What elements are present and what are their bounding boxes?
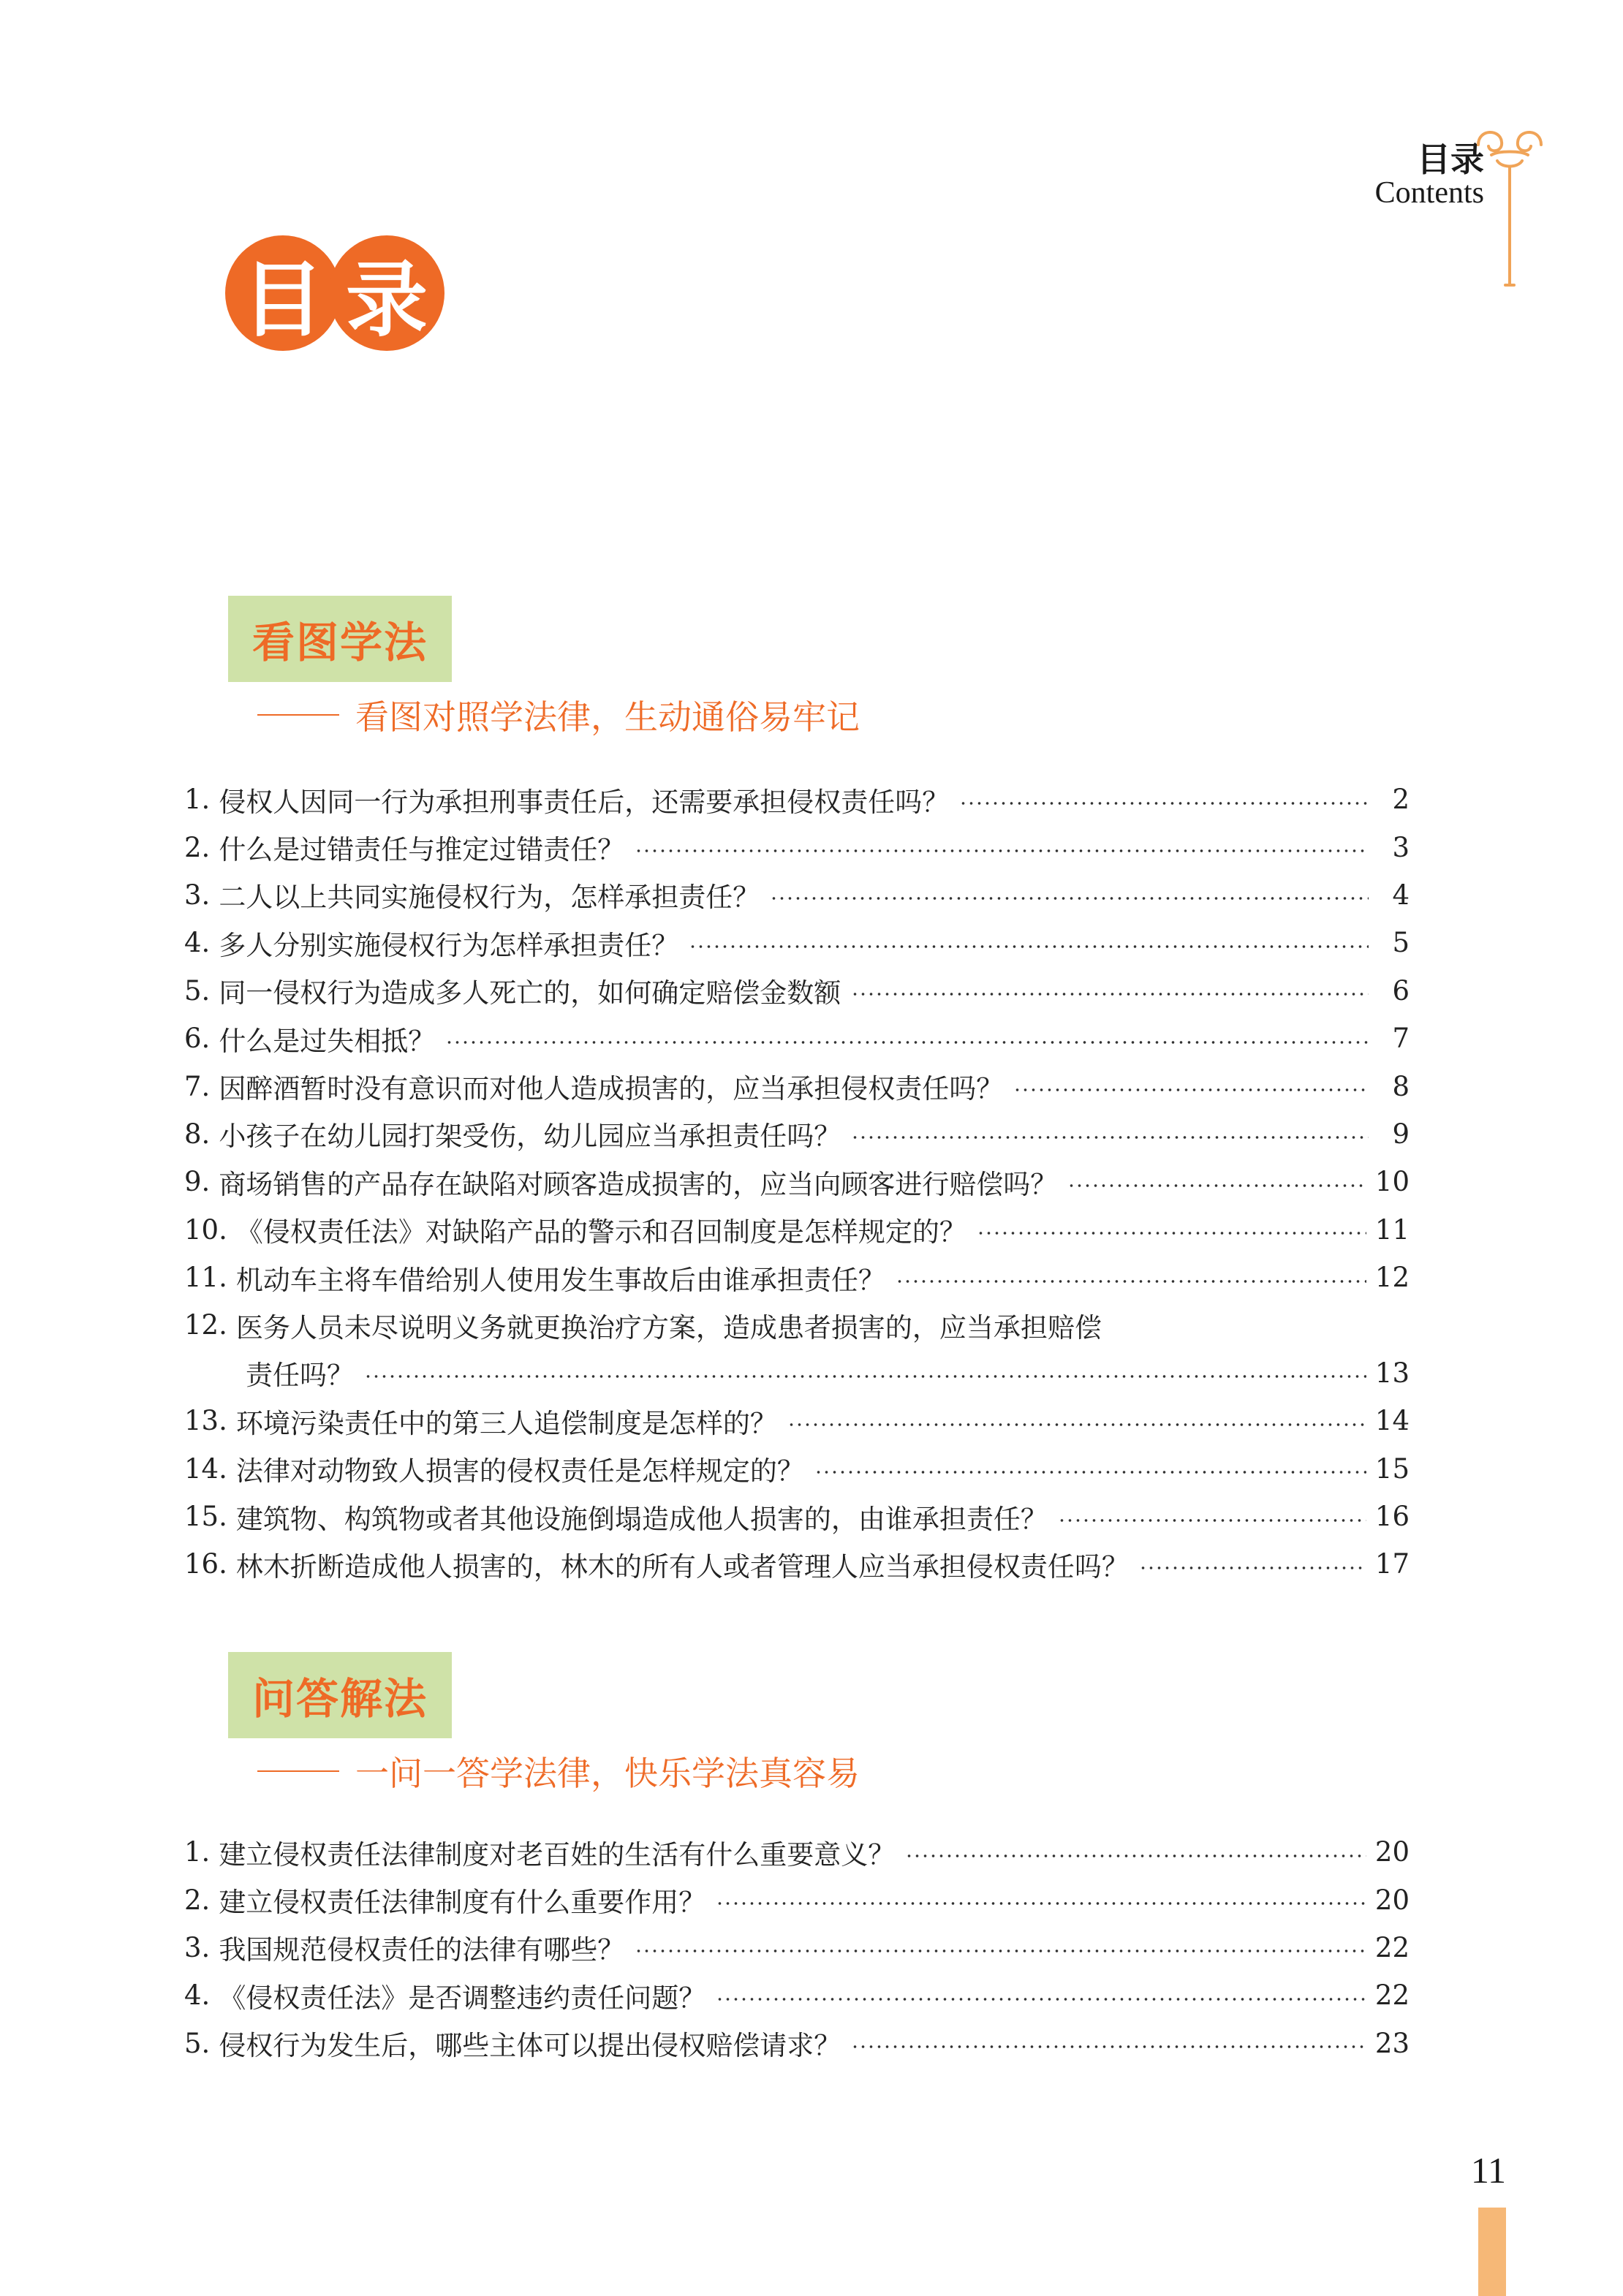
toc-entry-number: 10. [184, 1213, 227, 1246]
toc-entry-title: 《侵权责任法》是否调整违约责任问题？ [219, 1982, 706, 2014]
dot-leader [959, 800, 1369, 806]
dot-leader [364, 1374, 1366, 1379]
toc-entry[interactable] [184, 776, 1410, 823]
toc-entry-title: 机动车主将车借给别人使用发生事故后由谁承担责任？ [235, 1264, 885, 1296]
toc-entry-number: 9. [184, 1166, 211, 1198]
toc-entry-title: 二人以上共同实施侵权行为，怎样承担责任？ [219, 882, 760, 914]
toc-entry[interactable] [184, 1971, 1410, 2019]
toc-list [184, 1828, 1410, 2067]
toc-entry[interactable] [184, 1062, 1410, 1110]
page-number: 11 [1470, 2150, 1506, 2191]
toc-entry-title: 侵权行为发生后，哪些主体可以提出侵权赔偿请求？ [219, 2030, 841, 2062]
dot-leader [1139, 1565, 1366, 1571]
dot-leader [716, 1996, 1366, 2002]
toc-entry-number: 3. [184, 879, 211, 911]
toc-entry[interactable] [184, 1444, 1410, 1492]
toc-entry[interactable] [184, 1828, 1410, 1876]
running-header-title: 目录 [1417, 140, 1484, 179]
toc-entry-page: 3 [1392, 831, 1410, 863]
toc-entry-page: 7 [1392, 1023, 1410, 1055]
dot-leader [1013, 1087, 1369, 1093]
dot-leader [896, 1278, 1366, 1284]
toc-entry-page: 2 [1392, 784, 1410, 816]
toc-entry-title: 医务人员未尽说明义务就更换治疗方案，造成患者损害的，应当承担赔偿 [235, 1311, 1102, 1344]
toc-entry-page: 8 [1392, 1070, 1410, 1102]
section-tag: 看图学法 [228, 596, 452, 682]
toc-entry[interactable] [184, 1397, 1410, 1444]
toc-entry-page: 12 [1374, 1262, 1410, 1294]
toc-entry-number: 2. [184, 1884, 211, 1916]
toc-entry[interactable] [184, 1254, 1410, 1301]
toc-entry-title: 小孩子在幼儿园打架受伤，幼儿园应当承担责任吗？ [219, 1121, 841, 1153]
toc-entry[interactable] [184, 967, 1410, 1015]
toc-entry-page: 22 [1374, 1979, 1410, 2012]
toc-entry-page: 16 [1374, 1501, 1410, 1533]
toc-entry-page: 5 [1392, 927, 1410, 959]
toc-entry-title: 多人分别实施侵权行为怎样承担责任？ [219, 929, 679, 961]
toc-entry-title: 法律对动物致人损害的侵权责任是怎样规定的？ [235, 1455, 804, 1488]
toc-entry[interactable] [184, 1493, 1410, 1540]
toc-entry-page: 23 [1374, 2027, 1410, 2059]
dot-leader [635, 1948, 1366, 1954]
dot-leader [1067, 1183, 1366, 1189]
section-subtitle [257, 693, 860, 737]
toc-entry-number: 16. [184, 1548, 227, 1580]
toc-entry-number: 11. [184, 1262, 227, 1294]
toc-entry-page: 9 [1392, 1118, 1410, 1150]
toc-entry-page: 14 [1374, 1405, 1410, 1437]
toc-entry[interactable] [184, 1349, 1410, 1397]
toc-entry-page: 15 [1374, 1452, 1410, 1485]
toc-entry-title: 建立侵权责任法律制度有什么重要作用？ [219, 1887, 706, 1919]
toc-entry-title: 《侵权责任法》对缺陷产品的警示和召回制度是怎样规定的？ [235, 1216, 966, 1249]
toc-entry-page: 22 [1374, 1931, 1410, 1963]
toc-entry[interactable] [184, 1876, 1410, 1923]
toc-list [184, 776, 1410, 1588]
toc-entry-number: 4. [184, 1979, 211, 2012]
toc-entry[interactable] [184, 1206, 1410, 1254]
running-header-subtitle: Contents [1374, 176, 1484, 210]
page-heading [225, 235, 459, 352]
dot-leader [851, 2044, 1366, 2050]
toc-entry-number: 13. [184, 1405, 227, 1437]
dot-leader [905, 1853, 1366, 1859]
toc-entry-title: 侵权人因同一行为承担刑事责任后，还需要承担侵权责任吗？ [219, 786, 950, 818]
dot-leader [770, 895, 1369, 901]
dot-leader [689, 944, 1369, 950]
toc-entry-number: 8. [184, 1118, 211, 1150]
dot-leader [814, 1469, 1366, 1475]
dot-leader [851, 991, 1369, 997]
dot-leader [787, 1422, 1366, 1428]
heading-badge: 录 [329, 235, 444, 351]
toc-entry[interactable] [184, 871, 1410, 919]
dot-leader [1058, 1518, 1366, 1523]
toc-entry-number: 2. [184, 831, 211, 863]
toc-entry-page: 10 [1374, 1166, 1410, 1198]
toc-entry-title: 建筑物、构筑物或者其他设施倒塌造成他人损害的，由谁承担责任？ [235, 1503, 1048, 1535]
section-tag: 问答解法 [228, 1652, 452, 1738]
toc-entry[interactable] [184, 1301, 1410, 1349]
toc-entry[interactable] [184, 1110, 1410, 1158]
toc-entry-number: 4. [184, 927, 211, 959]
toc-entry[interactable] [184, 919, 1410, 966]
toc-entry[interactable] [184, 1158, 1410, 1205]
toc-entry[interactable] [184, 2020, 1410, 2067]
toc-entry-title: 商场销售的产品存在缺陷对顾客造成损害的，应当向顾客进行赔偿吗？ [219, 1168, 1058, 1200]
section-subtitle-text: 一问一答学法律，快乐学法真容易 [355, 1754, 860, 1793]
toc-entry-page: 20 [1374, 1884, 1410, 1916]
dash-line [257, 1770, 339, 1772]
dot-leader [977, 1230, 1366, 1236]
toc-entry[interactable] [184, 1924, 1410, 1971]
toc-entry-page: 13 [1374, 1357, 1410, 1389]
toc-entry-title: 什么是过错责任与推定过错责任？ [219, 834, 625, 866]
toc-entry[interactable] [184, 1015, 1410, 1062]
toc-entry-page: 11 [1374, 1213, 1410, 1246]
toc-entry-title: 建立侵权责任法律制度对老百姓的生活有什么重要意义？ [219, 1838, 896, 1871]
toc-entry-number: 14. [184, 1452, 227, 1485]
toc-entry-number: 3. [184, 1931, 211, 1963]
toc-entry-number: 1. [184, 784, 211, 816]
scroll-ornament-icon [1469, 123, 1550, 291]
toc-entry-title: 同一侵权行为造成多人死亡的，如何确定赔偿金数额 [219, 977, 841, 1009]
toc-entry-title: 林木折断造成他人损害的，林木的所有人或者管理人应当承担侵权责任吗？ [235, 1550, 1129, 1583]
toc-entry-number: 7. [184, 1070, 211, 1102]
toc-entry-number: 6. [184, 1023, 211, 1055]
toc-entry-number: 12. [184, 1309, 227, 1341]
dot-leader [445, 1039, 1369, 1045]
toc-entry-page: 6 [1392, 974, 1410, 1007]
dot-leader [851, 1134, 1369, 1140]
toc-entry-title: 因醉酒暂时没有意识而对他人造成损害的，应当承担侵权责任吗？ [219, 1073, 1004, 1105]
toc-entry-page: 4 [1392, 879, 1410, 911]
heading-badge: 目 [225, 235, 341, 351]
section-subtitle-text: 看图对照学法律，生动通俗易牢记 [355, 697, 860, 737]
toc-entry-title: 什么是过失相抵？ [219, 1025, 436, 1057]
toc-entry-number: 1. [184, 1836, 211, 1868]
toc-entry-title: 环境污染责任中的第三人追偿制度是怎样的？ [235, 1407, 777, 1439]
toc-entry-title: 责任吗？ [246, 1360, 354, 1392]
page-edge-tab [1478, 2208, 1506, 2296]
toc-entry-number: 5. [184, 974, 211, 1007]
toc-entry-page: 17 [1374, 1548, 1410, 1580]
toc-entry-page: 20 [1374, 1836, 1410, 1868]
section-subtitle [257, 1749, 860, 1793]
toc-entry-number: 15. [184, 1501, 227, 1533]
toc-entry-number: 5. [184, 2027, 211, 2059]
dot-leader [716, 1901, 1366, 1906]
toc-entry-title: 我国规范侵权责任的法律有哪些？ [219, 1934, 625, 1966]
toc-entry[interactable] [184, 823, 1410, 871]
toc-entry[interactable] [184, 1540, 1410, 1588]
dash-line [257, 714, 339, 716]
dot-leader [635, 848, 1369, 854]
